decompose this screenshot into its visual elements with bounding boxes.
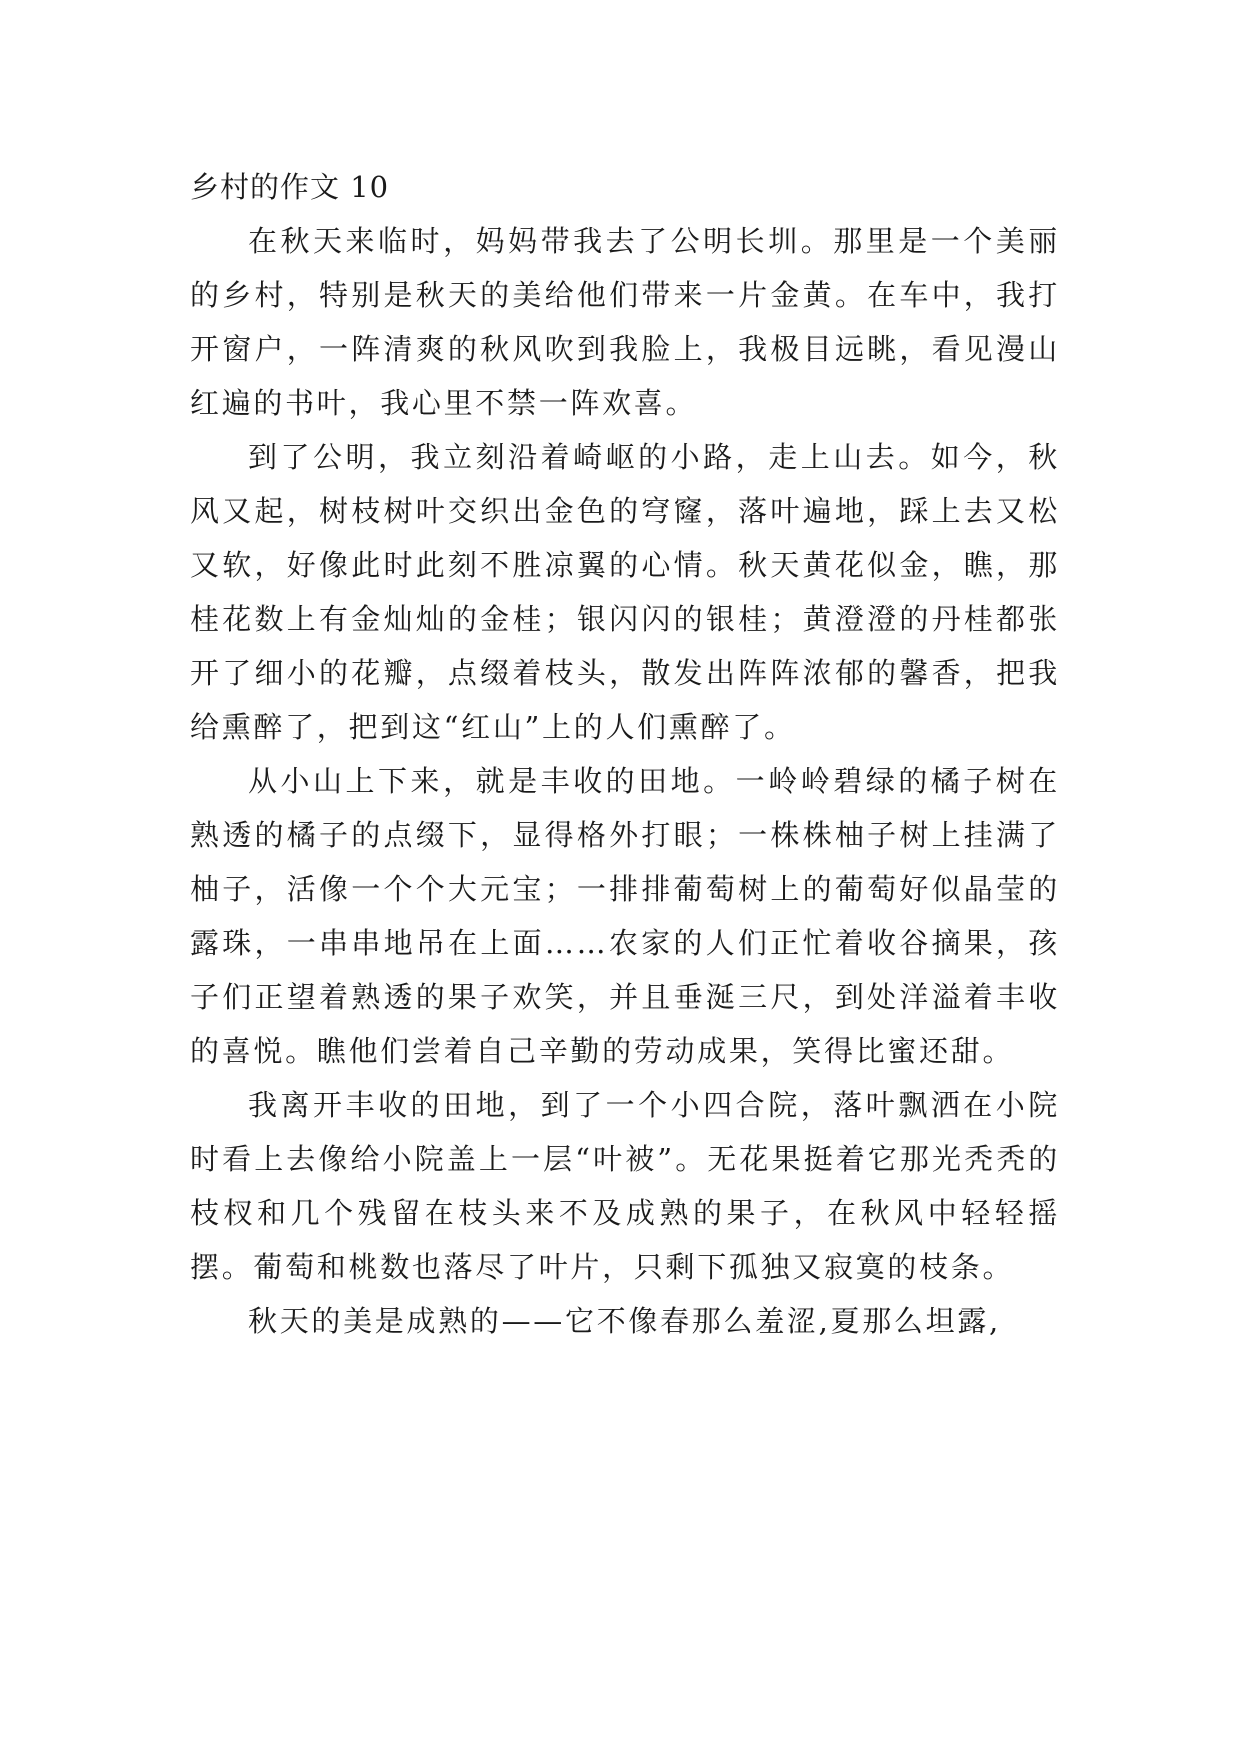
paragraph-5: 秋天的美是成熟的——它不像春那么羞涩,夏那么坦露,: [248, 1304, 1001, 1338]
paragraph-4: 我离开丰收的田地，到了一个小四合院，落叶飘洒在小院时看上去像给小院盖上一层“叶被”。无花果挺着它那光秃秃的枝杈和几个残留在枝头来不及成熟的果子，在秋风中轻轻摇摆。葡萄和桃数也落尽了叶片，只剩下孤独又寂寞的枝条。: [190, 1088, 1060, 1284]
document-title: 乡村的作文 10: [190, 170, 390, 204]
document-body: [190, 160, 1060, 1348]
paragraph-1: 在秋天来临时，妈妈带我去了公明长圳。那里是一个美丽的乡村，特别是秋天的美给他们带来一片金黄。在车中，我打开窗户，一阵清爽的秋风吹到我脸上，我极目远眺，看见漫山红遍的书叶，我心里不禁一阵欢喜。: [190, 224, 1060, 420]
paragraph-3: 从小山上下来，就是丰收的田地。一岭岭碧绿的橘子树在熟透的橘子的点缀下，显得格外打眼；一株株柚子树上挂满了柚子，活像一个个大元宝；一排排葡萄树上的葡萄好似晶莹的露珠，一串串地吊在上面……农家的人们正忙着收谷摘果，孩子们正望着熟透的果子欢笑，并且垂涎三尺，到处洋溢着丰收的喜悦。瞧他们尝着自己辛勤的劳动成果，笑得比蜜还甜。: [190, 764, 1060, 1068]
paragraph-2: 到了公明，我立刻沿着崎岖的小路，走上山去。如今，秋风又起，树枝树叶交织出金色的穹窿，落叶遍地，踩上去又松又软，好像此时此刻不胜凉翼的心情。秋天黄花似金，瞧，那桂花数上有金灿灿的金桂；银闪闪的银桂；黄澄澄的丹桂都张开了细小的花瓣，点缀着枝头，散发出阵阵浓郁的馨香，把我给熏醉了，把到这“红山”上的人们熏醉了。: [190, 440, 1060, 744]
